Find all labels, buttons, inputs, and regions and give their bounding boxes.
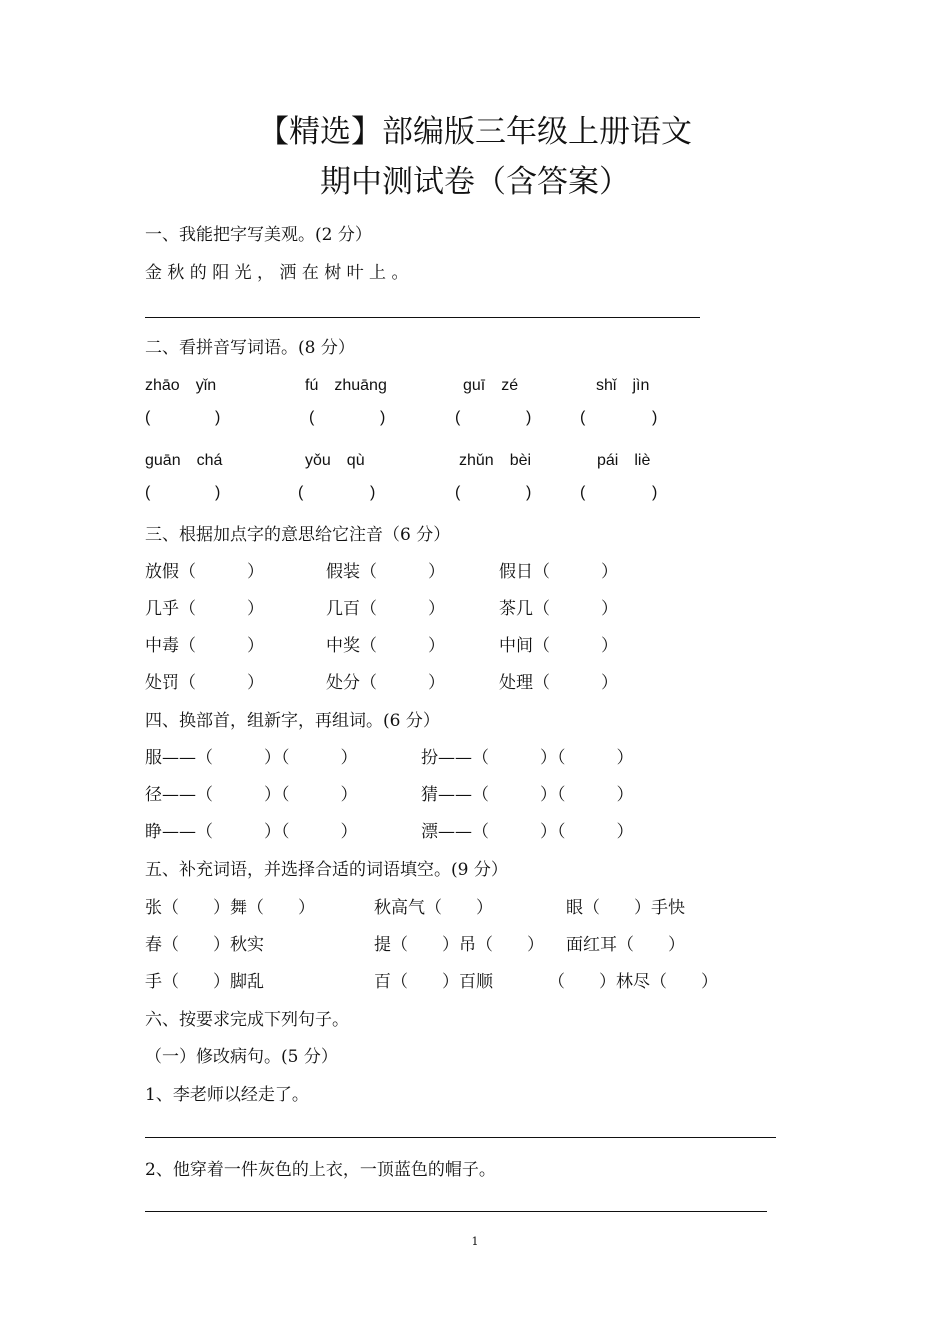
radical-item: 服——（ ）（ ） xyxy=(145,748,358,768)
sentence-question-1: 1、李老师以经走了。 xyxy=(145,1085,309,1105)
pinyin-item: yǒu qù xyxy=(305,452,365,469)
section1-sentence: 金 秋 的 阳 光 ， 洒 在 树 叶 上 。 xyxy=(145,263,409,283)
idiom-item: 秋高气（ ） xyxy=(374,898,493,918)
answer-line-2[interactable] xyxy=(145,1211,767,1212)
word-item: 几百（ ） xyxy=(326,599,445,619)
word-item: 中奖（ ） xyxy=(326,636,445,656)
answer-paren-close: ) xyxy=(215,409,221,426)
answer-paren-open: ( xyxy=(145,484,151,501)
sentence-question-2: 2、他穿着一件灰色的上衣，一顶蓝色的帽子。 xyxy=(145,1160,496,1180)
idiom-item: 面红耳（ ） xyxy=(566,935,685,955)
idiom-item: （ ）林尽（ ） xyxy=(548,972,718,992)
section6-subheading: （一）修改病句。(5 分） xyxy=(145,1047,338,1067)
idiom-item: 张（ ）舞（ ） xyxy=(145,898,315,918)
pinyin-item: zhǔn bèi xyxy=(459,452,532,469)
answer-line-1[interactable] xyxy=(145,1137,776,1138)
answer-paren-open: ( xyxy=(298,484,304,501)
pinyin-item: zhāo yǐn xyxy=(145,377,217,394)
answer-paren-open: ( xyxy=(145,409,151,426)
pinyin-item: fú zhuāng xyxy=(305,377,387,394)
word-item: 茶几（ ） xyxy=(499,599,618,619)
section5-heading: 五、补充词语，并选择合适的词语填空。(9 分） xyxy=(145,860,508,880)
section1-heading: 一、我能把字写美观。(2 分） xyxy=(145,225,372,245)
section1-writing-line[interactable] xyxy=(145,317,700,318)
pinyin-item: pái liè xyxy=(597,452,651,469)
pinyin-item: shǐ jìn xyxy=(596,377,650,394)
page-number: 1 xyxy=(471,1235,479,1248)
idiom-item: 手（ ）脚乱 xyxy=(145,972,264,992)
radical-item: 睁——（ ）（ ） xyxy=(145,822,358,842)
pinyin-item: guī zé xyxy=(463,377,519,394)
word-item: 处理（ ） xyxy=(499,673,618,693)
section4-heading: 四、换部首，组新字，再组词。(6 分） xyxy=(145,711,440,731)
word-item: 处罚（ ） xyxy=(145,673,264,693)
answer-paren-close: ) xyxy=(370,484,376,501)
answer-paren-open: ( xyxy=(580,484,586,501)
section2-heading: 二、看拼音写词语。(8 分） xyxy=(145,338,355,358)
idiom-item: 提（ ）吊（ ） xyxy=(374,935,544,955)
idiom-item: 眼（ ）手快 xyxy=(566,898,685,918)
pinyin-item: guān chá xyxy=(145,452,223,469)
word-item: 处分（ ） xyxy=(326,673,445,693)
document-title-line2: 期中测试卷（含答案） xyxy=(320,164,630,200)
answer-paren-open: ( xyxy=(309,409,315,426)
radical-item: 漂——（ ）（ ） xyxy=(421,822,634,842)
word-item: 放假（ ） xyxy=(145,562,264,582)
word-item: 中间（ ） xyxy=(499,636,618,656)
section3-heading: 三、根据加点字的意思给它注音（6 分） xyxy=(145,525,451,545)
answer-paren-close: ) xyxy=(526,484,532,501)
answer-paren-open: ( xyxy=(455,484,461,501)
answer-paren-close: ) xyxy=(526,409,532,426)
idiom-item: 春（ ）秋实 xyxy=(145,935,264,955)
answer-paren-close: ) xyxy=(380,409,386,426)
answer-paren-close: ) xyxy=(215,484,221,501)
document-title-line1: 【精选】部编版三年级上册语文 xyxy=(258,114,692,150)
word-item: 中毒（ ） xyxy=(145,636,264,656)
word-item: 几乎（ ） xyxy=(145,599,264,619)
radical-item: 扮——（ ）（ ） xyxy=(421,748,634,768)
radical-item: 猜——（ ）（ ） xyxy=(421,785,634,805)
word-item: 假装（ ） xyxy=(326,562,445,582)
idiom-item: 百（ ）百顺 xyxy=(374,972,493,992)
answer-paren-close: ) xyxy=(652,484,658,501)
answer-paren-open: ( xyxy=(455,409,461,426)
answer-paren-close: ) xyxy=(652,409,658,426)
section6-heading: 六、按要求完成下列句子。 xyxy=(145,1010,349,1030)
word-item: 假日（ ） xyxy=(499,562,618,582)
radical-item: 径——（ ）（ ） xyxy=(145,785,358,805)
answer-paren-open: ( xyxy=(580,409,586,426)
